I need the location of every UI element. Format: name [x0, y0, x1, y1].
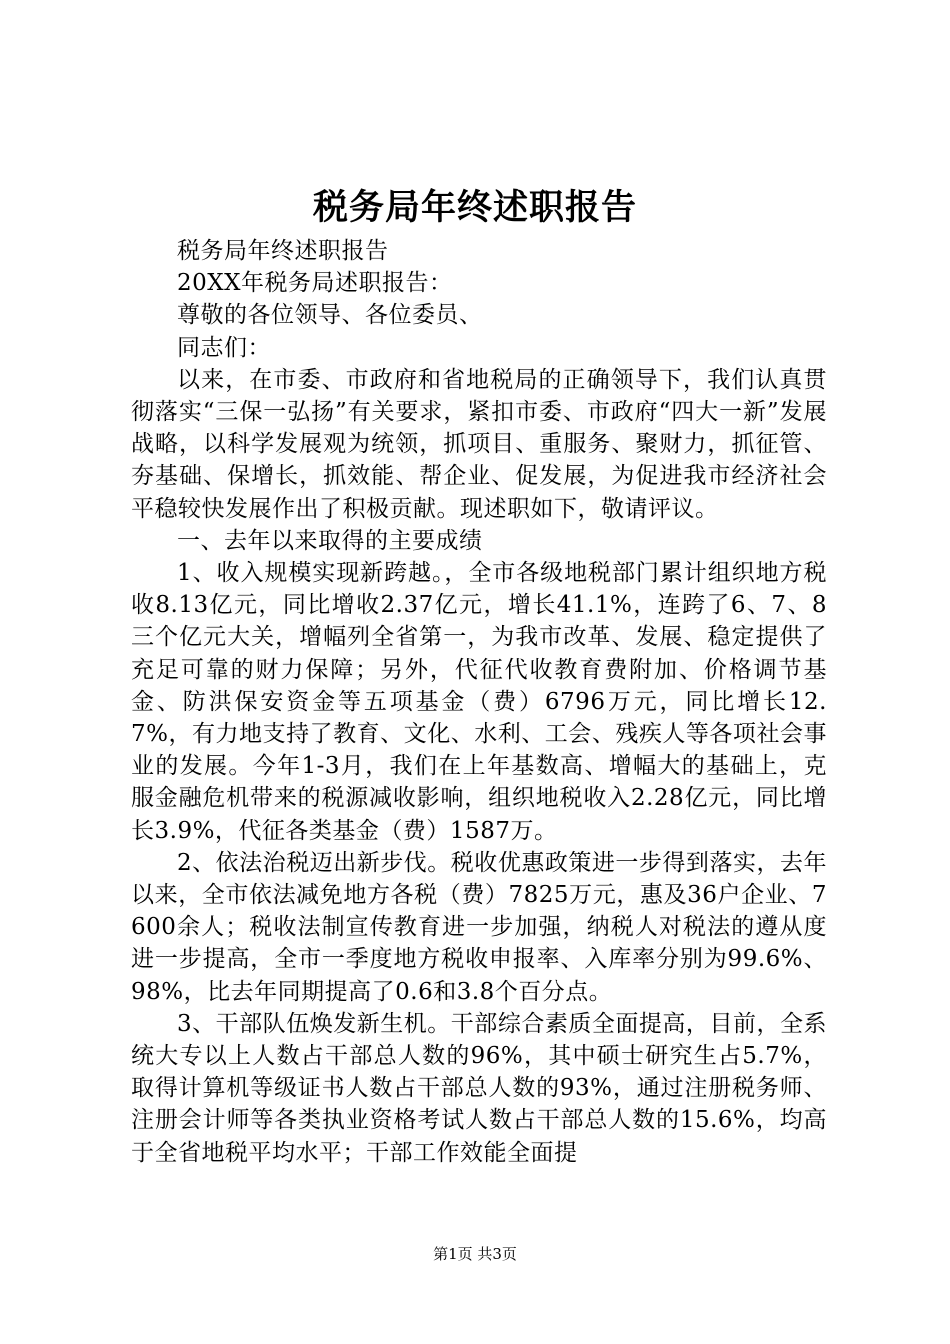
section-heading: 一、去年以来取得的主要成绩	[177, 527, 483, 554]
paragraph: 同志们：	[177, 334, 271, 361]
paragraph: 3、干部队伍焕发新生机。干部综合素质全面提高，目前，全系统大专以上人数占干部总人数的96%，其中硕士研究生占5.7%，取得计算机等级证书人数占干部总人数的93%，通过注册税务师、注册会计师等各类执业资格考试人数占干部总人数的15.6%，均高于全省地税平均水平；干部工作效能全面提	[131, 1010, 827, 1166]
paragraph: 尊敬的各位领导、各位委员、	[177, 302, 483, 329]
paragraph: 1、收入规模实现新跨越。，全市各级地税部门累计组织地方税收8.13亿元，同比增收2.37亿元，增长41.1%，连跨了6、7、8三个亿元大关，增幅列全省第一，为我市改革、发展、稳定提供了充足可靠的财力保障；另外，代征代收教育费附加、价格调节基金、防洪保安资金等五项基金（费）6796万元，同比增长12.7%，有力地支持了教育、文化、水利、工会、残疾人等各项社会事业的发展。今年1-3月，我们在上年基数高、增幅大的基础上，克服金融危机带来的税源减收影响，组织地税收入2.28亿元，同比增长3.9%，代征各类基金（费）1587万。	[131, 560, 827, 844]
paragraph: 20XX年税务局述职报告：	[177, 270, 453, 297]
paragraph: 以来，在市委、市政府和省地税局的正确领导下，我们认真贯彻落实“三保一弘扬”有关要求，紧扣市委、市政府“四大一新”发展战略，以科学发展观为统领，抓项目、重服务、聚财力，抓征管、夯基础、保增长，抓效能、帮企业、促发展，为促进我市经济社会平稳较快发展作出了积极贡献。现述职如下，敬请评议。	[131, 366, 827, 522]
paragraph: 2、依法治税迈出新步伐。税收优惠政策进一步得到落实，去年以来，全市依法减免地方各税（费）7825万元，惠及36户企业、7600余人；税收法制宣传教育进一步加强，纳税人对税法的遵从度进一步提高，全市一季度地方税收申报率、入库率分别为99.6%、98%，比去年同期提高了0.6和3.8个百分点。	[131, 849, 827, 1005]
page-footer: 第1页 共3页	[433, 1245, 517, 1263]
paragraph: 税务局年终述职报告	[177, 238, 389, 264]
document-body	[131, 235, 827, 1169]
document-title: 税务局年终述职报告	[312, 188, 637, 228]
